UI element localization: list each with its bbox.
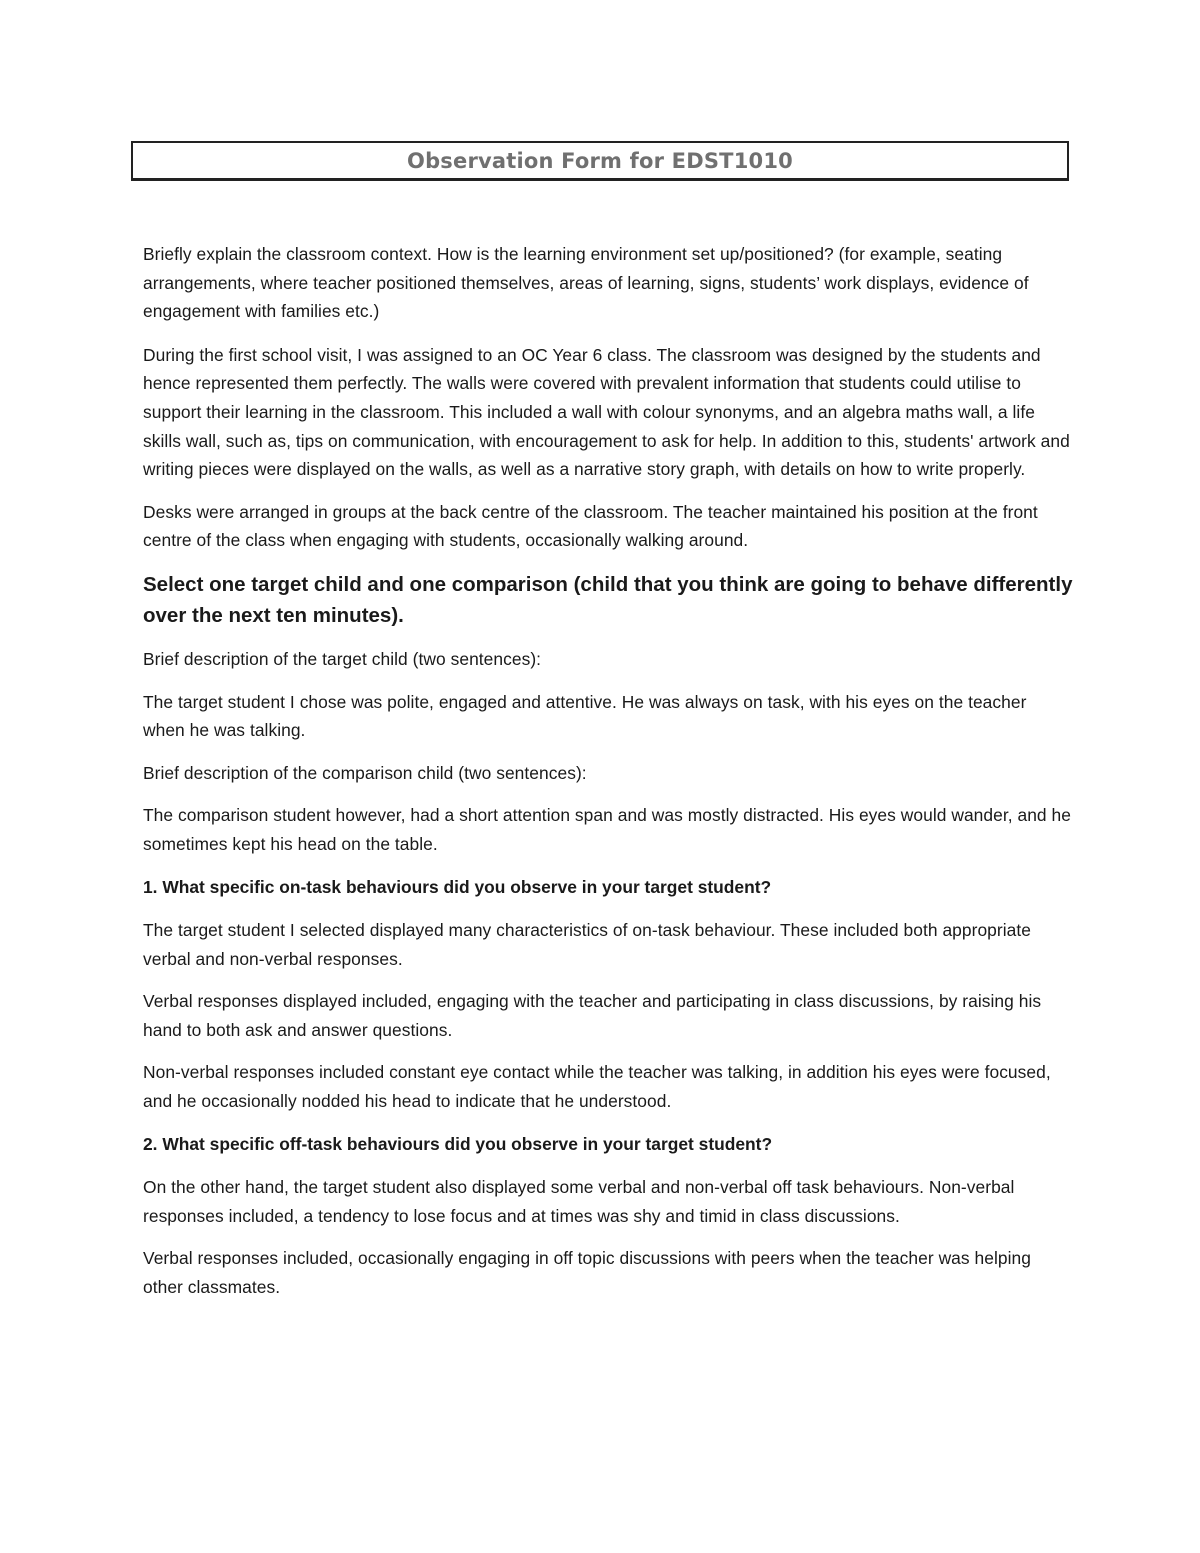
answer-classroom-context-2: Desks were arranged in groups at the back centre of the classroom. The teacher maintained his position at the front centre of the class when engaging with students, occasionally walking around.: [143, 501, 1038, 551]
answer-1c: Non-verbal responses included constant eye contact while the teacher was talking, in addition his eyes were focused, and he occasionally nodded his head to indicate that he understood.: [143, 1062, 1051, 1112]
question-1: 1. What specific on-task behaviours did you observe in your target student?: [143, 876, 772, 897]
answer-comparison-child: The comparison student however, had a short attention span and was mostly distracted. His eyes would wander, and he sometimes kept his head on the table.: [143, 805, 1071, 854]
answer-2a: On the other hand, the target student also displayed some verbal and non-verbal off task behaviours. Non-verbal responses included, a tendency to lose focus and at times was shy and timid in class discussions.: [143, 1177, 1015, 1226]
answer-1a: The target student I selected displayed many characteristics of on-task behaviour. These included both appropriate verbal and non-verbal responses.: [143, 920, 1031, 969]
answer-target-child: The target student I chose was polite, engaged and attentive. He was always on task, with his eyes on the teacher when he was talking.: [143, 691, 1027, 741]
answer-1b: Verbal responses displayed included, engaging with the teacher and participating in class discussions, by raising his hand to both ask and answer questions.: [143, 991, 1042, 1040]
document-body: [143, 240, 1073, 1316]
answer-classroom-context-1: During the first school visit, I was assigned to an OC Year 6 class. The classroom was designed by the students and hence represented them perfectly. The walls were covered with prevalent information that students could utilise to support their learning in the classroom. This included a wall with colour synonyms, and an algebra maths wall, a life skills wall, such as, tips on communication, with encouragement to ask for help. In addition to this, students' artwork and writing pieces were displayed on the walls, as well as a narrative story graph, with details on how to write properly.: [143, 344, 1070, 480]
page-title: Observation Form for EDST1010: [407, 149, 793, 173]
section-heading-select-child: Select one target child and one comparison (child that you think are going to behave differently over the next ten minutes).: [143, 572, 1073, 627]
prompt-classroom-context: Briefly explain the classroom context. How is the learning environment set up/positioned? (for example, seating arrangements, where teacher positioned themselves, areas of learning, signs, students’ work displays, evidence of engagement with families etc.): [143, 244, 1029, 322]
title-box: [131, 141, 1069, 181]
prompt-comparison-child: Brief description of the comparison child (two sentences):: [143, 762, 587, 783]
prompt-target-child: Brief description of the target child (two sentences):: [143, 648, 542, 669]
answer-2b: Verbal responses included, occasionally engaging in off topic discussions with peers when the teacher was helping other classmates.: [143, 1248, 1031, 1298]
question-2: 2. What specific off-task behaviours did you observe in your target student?: [143, 1133, 773, 1154]
